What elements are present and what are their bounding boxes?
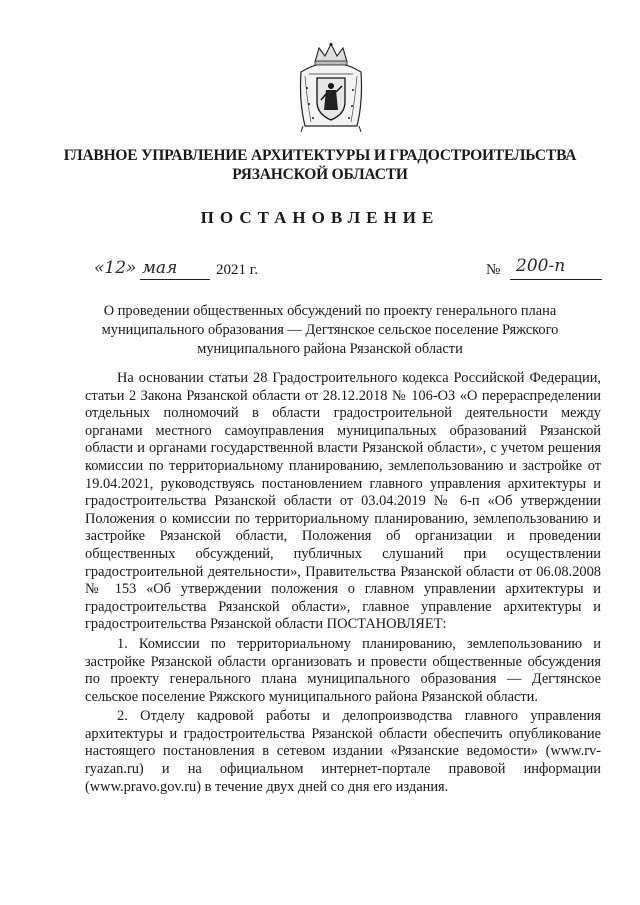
- date-number-row: [94, 256, 594, 286]
- organization-name-line1: ГЛАВНОЕ УПРАВЛЕНИЕ АРХИТЕКТУРЫ И ГРАДОСТРОИТЕЛЬСТВА: [63, 147, 577, 164]
- subject-line: О проведении общественных обсуждений по проекту генерального плана: [103, 303, 557, 319]
- number-label: №: [486, 262, 501, 278]
- organization-name-line2: РЯЗАНСКОЙ ОБЛАСТИ: [232, 166, 408, 183]
- handwritten-number: 200-п: [516, 256, 566, 276]
- preamble-paragraph: На основании статьи 28 Градостроительного кодекса Российской Федерации, статьи 2 Закона Рязанской области от 28.12.2018 № 106-ОЗ «О перераспределении отдельных полномочий в области градостроительной деятельности между органами местного самоуправления муниципальных образований Рязанской области и органами государственной власти Рязанской области», с учетом решения комиссии по территориальному планированию, землепользованию и застройке от 19.04.2021, руководствуясь постановлением главного управления архитектуры и градостроительства Рязанской области от 03.04.2019 № 6-п «Об утверждении Положения о комиссии по территориальному планированию, землепользованию и застройке Рязанской области, Положения об организации и проведении общественных обсуждений, публичных слушаний при осуществлении градостроительной деятельности», Правительства Рязанской области от 06.08.2008 № 153 «Об утверждении положения о главном управлении архитектуры и градостроительства Рязанской области», главное управление архитектуры и градостроительства Рязанской области ПОСТАНОВЛЯЕТ:: [85, 370, 601, 633]
- item-2-paragraph: 2. Отделу кадровой работы и делопроизводства главного управления архитектуры и градостроительства Рязанской области обеспечить опубликование настоящего постановления в сетевом издании «Рязанские ведомости» (www.rv-ryazan.ru) и на официальном интернет-портале правовой информации (www.pravo.gov.ru) в течение двух дней со дня его издания.: [85, 708, 601, 795]
- document-year: 2021 г.: [216, 262, 258, 278]
- handwritten-date: «12» мая: [94, 258, 178, 278]
- document-type-title: ПОСТАНОВЛЕНИЕ: [200, 208, 440, 227]
- subject-line: муниципального района Рязанской области: [197, 341, 463, 357]
- date-underline: [140, 279, 210, 280]
- number-underline: [510, 279, 602, 280]
- document-body: [85, 370, 601, 796]
- coat-of-arms-emblem: [295, 42, 367, 134]
- item-1-paragraph: 1. Комиссии по территориальному планированию, землепользованию и застройке Рязанской области организовать и провести общественные обсуждения по проекту генерального плана муниципального образования — Дегтянское сельское поселение Ряжского муниципального района Рязанской области.: [85, 635, 601, 705]
- subject-line: муниципального образования — Дегтянское сельское поселение Ряжского: [101, 322, 559, 338]
- document-subject: [70, 302, 590, 359]
